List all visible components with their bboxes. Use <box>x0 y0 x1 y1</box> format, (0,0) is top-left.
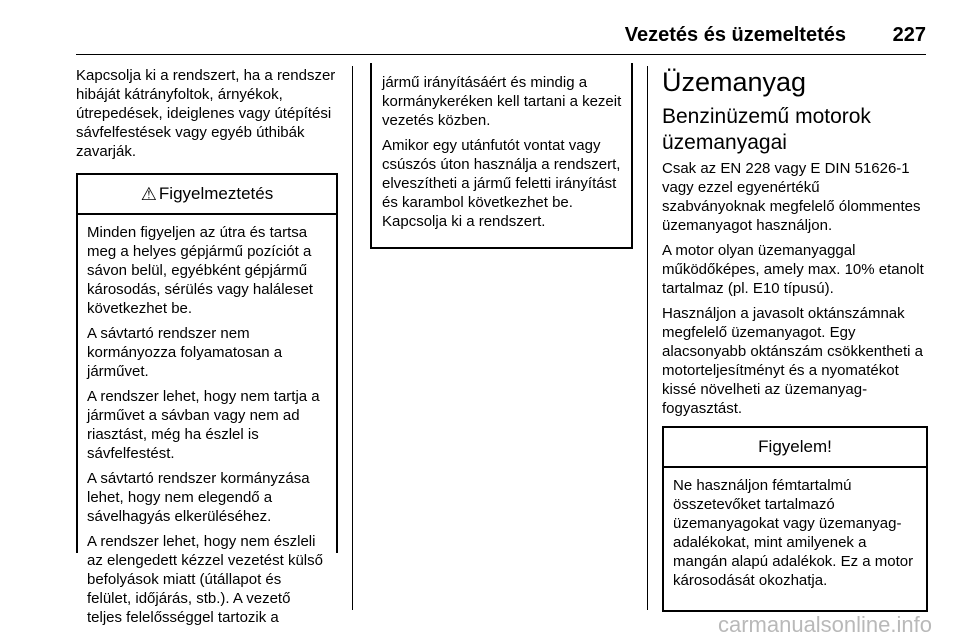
intro-paragraph: Kapcsolja ki a rendszert, ha a rendszer hibáját kátrányfoltok, árnyékok, útrepedések, ideiglenes vagy útépítési sávfelfestések vagy egyéb úthibák zavarják. <box>76 67 336 160</box>
page-header <box>76 24 926 54</box>
warning-paragraph: A sávtartó rendszer nem kormányozza folyamatosan a járművet. <box>87 325 283 380</box>
body-paragraph: A motor olyan üzemanyaggal működőképes, amely max. 10% etanolt tartalmaz (pl. E10 típusú). <box>662 242 924 297</box>
body-paragraph: Csak az EN 228 vagy E DIN 51626-1 vagy ezzel egyenértékű szabványoknak megfelelő ólommentes üzemanyagot használjon. <box>662 160 921 234</box>
column-2 <box>370 63 633 249</box>
watermark: carmanualsonline.info <box>717 612 932 637</box>
warning-paragraph: jármű irányításáért és mindig a kormánykeréken kell tartani a kezeit vezetés közben. <box>382 74 622 129</box>
page-number: 227 <box>892 24 926 46</box>
column-3 <box>662 66 926 612</box>
column-1 <box>76 66 336 626</box>
note-box <box>662 426 928 612</box>
note-header <box>664 428 926 468</box>
warning-box <box>76 173 338 626</box>
warning-header <box>78 175 336 215</box>
warning-paragraph: A sávtartó rendszer kormányzása lehet, hogy nem elegendő a sávelhagyás elkerüléséhez. <box>87 470 310 525</box>
column-divider-left <box>352 66 353 610</box>
warning-body <box>78 215 336 637</box>
section-heading: Üzemanyag <box>662 67 807 97</box>
body-paragraph: Használjon a javasolt oktánszámnak megfelelő üzemanyagot. Egy alacsonyabb oktánszám csökkentheti a motorteljesítményt és a nyomatékot kissé növelheti az üzemanyag-fogyasztást. <box>662 305 923 417</box>
warning-triangle-icon: ⚠ <box>140 183 157 204</box>
note-title: Figyelem! <box>758 437 832 456</box>
warning-box-continued <box>370 63 633 249</box>
note-body <box>664 468 926 600</box>
subsection-heading: Benzinüzemű motorok üzemanyagai <box>662 105 871 154</box>
warning-title: Figyelmeztetés <box>158 184 274 203</box>
column-divider-right <box>647 66 648 610</box>
warning-paragraph: A rendszer lehet, hogy nem tartja a járművet a sávban vagy nem ad riasztást, még ha észlel is sávfelfestést. <box>87 388 320 462</box>
section-title: Vezetés és üzemeltetés <box>624 24 846 46</box>
header-rule <box>76 54 926 55</box>
warning-paragraph: A rendszer lehet, hogy nem észleli az elengedett kézzel vezetést külső befolyások miatt (útállapot és felület, időjárás, stb.). A vezető teljes felelősséggel tartozik a <box>87 533 323 626</box>
warning-paragraph: Minden figyeljen az útra és tartsa meg a helyes gépjármű pozíciót a sávon belül, egyébként gépjármű károsodás, sérülés vagy haláleset következhet be. <box>87 224 313 317</box>
warning-paragraph: Amikor egy utánfutót vontat vagy csúszós úton használja a rendszert, elveszítheti a jármű feletti irányítást és karambol következhet be. Kapcsolja ki a rendszert. <box>382 137 621 230</box>
note-paragraph: Ne használjon fémtartalmú összetevőket tartalmazó üzemanyagokat vagy üzemanyag-adalékokat, mint amilyenek a mangán alapú adalékok. Ez a motor károsodását okozhatja. <box>673 477 914 589</box>
